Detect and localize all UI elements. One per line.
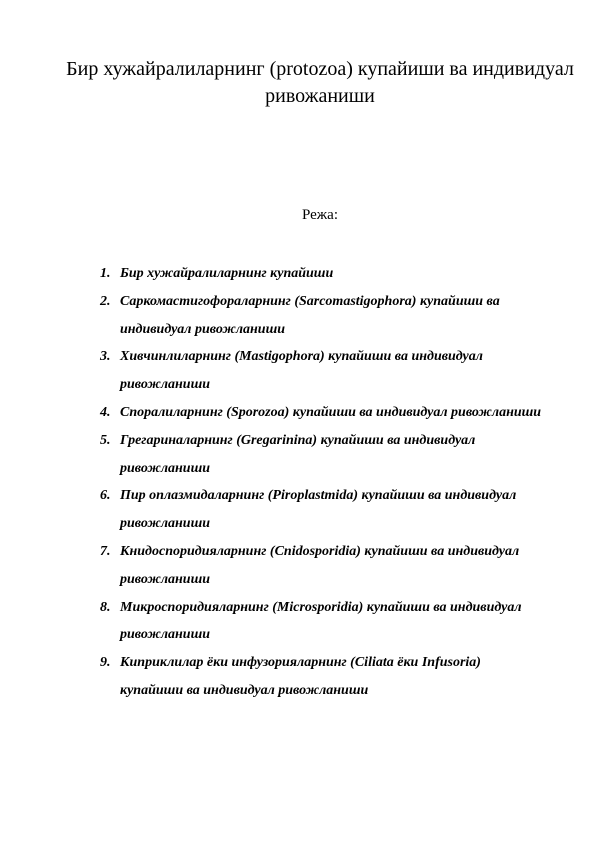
plan-item	[100, 538, 542, 594]
plan-item-number: 5.	[100, 432, 111, 448]
document-title: Бир хужайралиларнинг (protozoa) купайиши ва индивидуал ривожаниши	[66, 58, 574, 107]
plan-item	[100, 260, 542, 288]
plan-item-number: 3.	[100, 349, 111, 365]
plan-item	[100, 288, 542, 344]
plan-item-text: Саркомастигофораларнинг (Sarcomastigophora) купайиши ва индивидуал ривожланиши	[120, 293, 500, 337]
plan-item	[100, 482, 542, 538]
plan-item-text: Микроспоридияларнинг (Microsporidia) купайиши ва индивидуал ривожланиши	[120, 599, 522, 643]
plan-item	[100, 343, 542, 399]
plan-item-text: Пир оплазмидаларнинг (Piroplastmida) купайиши ва индивидуал ривожланиши	[120, 488, 517, 532]
plan-item	[100, 649, 542, 705]
plan-item-text: Киприклилар ёки инфузорияларнинг (Ciliata ёки Infusoria) купайиши ва индивидуал ривожланиши	[120, 655, 481, 698]
plan-item-number: 7.	[100, 543, 111, 559]
plan-item-number: 2.	[100, 293, 111, 309]
plan-item-number: 8.	[100, 599, 111, 615]
plan-item	[100, 427, 542, 483]
plan-item	[100, 594, 542, 650]
plan-item-text: Бир хужайралиларнинг купайиши	[120, 266, 334, 281]
plan-item-number: 6.	[100, 488, 111, 504]
plan-item-number: 4.	[100, 404, 111, 420]
plan-heading: Режа:	[302, 207, 338, 223]
plan-item-number: 9.	[100, 655, 111, 671]
plan-item-text: Споралиларнинг (Sporozoa) купайиши ва индивидуал ривожланиши	[120, 404, 542, 420]
plan-item-text: Книдоспоридияларнинг (Cnidosporidia) купайиши ва индивидуал ривожланиши	[120, 543, 520, 587]
plan-item-text: Грегариналарнинг (Gregarinina) купайиши ва индивидуал ривожланиши	[120, 432, 476, 476]
plan-list	[100, 260, 542, 705]
plan-item	[100, 399, 542, 427]
plan-item-text: Хивчинлиларнинг (Mastigophora) купайиши ва индивидуал ривожланиши	[120, 349, 483, 393]
plan-item-number: 1.	[100, 266, 111, 281]
